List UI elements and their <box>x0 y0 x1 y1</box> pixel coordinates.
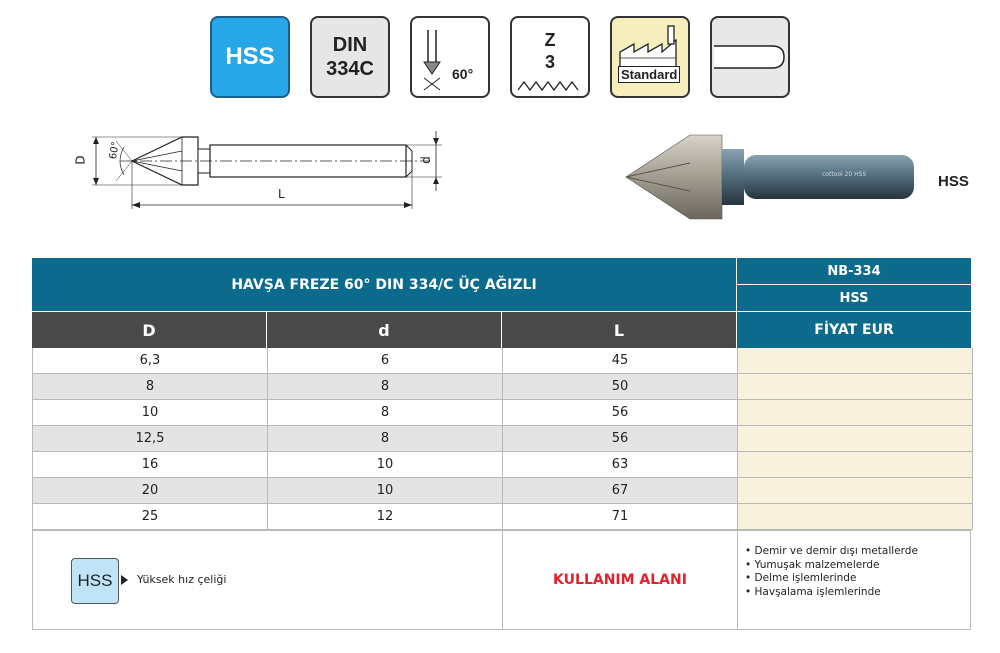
shank-engraving: cottool 20 HSS <box>822 171 867 178</box>
cell-L: 50 <box>503 374 738 399</box>
table-row <box>33 374 972 400</box>
usage-item: • Delme işlemlerinde <box>745 572 918 586</box>
standard-factory-icon <box>610 16 690 98</box>
cell-price <box>738 452 972 477</box>
countersink-angle-icon <box>410 16 490 98</box>
usage-area-title: KULLANIM ALANI <box>553 572 687 588</box>
cell-D: 25 <box>33 504 268 529</box>
cell-L: 71 <box>503 504 738 529</box>
hss-badge-label: HSS <box>225 43 275 70</box>
cell-d: 8 <box>268 400 503 425</box>
table-footer <box>32 530 971 630</box>
table-row <box>33 452 972 478</box>
column-header-d: d <box>267 312 501 348</box>
cell-d: 8 <box>268 374 503 399</box>
dim-d-label: d <box>418 156 433 164</box>
dim-angle-label: 60° <box>107 140 122 161</box>
cell-L: 63 <box>503 452 738 477</box>
cell-price <box>738 478 972 503</box>
hss-description: Yüksek hız çeliği <box>137 573 227 586</box>
table-title: HAVŞA FREZE 60° DIN 334/C ÜÇ AĞIZLI <box>32 258 736 311</box>
din-norm-icon <box>310 16 390 98</box>
cell-price <box>738 400 972 425</box>
table-row <box>33 478 972 504</box>
table-row <box>33 426 972 452</box>
cell-L: 56 <box>503 426 738 451</box>
table-row <box>33 400 972 426</box>
usage-list <box>745 545 918 599</box>
dim-D-label: D <box>73 155 88 165</box>
product-material: HSS <box>737 285 971 311</box>
flute-count-icon <box>510 16 590 98</box>
cell-D: 20 <box>33 478 268 503</box>
dim-L-label: L <box>278 187 285 201</box>
column-header-L: L <box>502 312 736 348</box>
cell-price <box>738 374 972 399</box>
z-label: Z <box>544 30 556 50</box>
cell-price <box>738 348 972 373</box>
photo-material-label: HSS <box>938 173 969 190</box>
cell-d: 8 <box>268 426 503 451</box>
technical-drawing <box>70 125 450 219</box>
cell-D: 10 <box>33 400 268 425</box>
product-photo <box>620 125 920 224</box>
cell-d: 6 <box>268 348 503 373</box>
cell-D: 16 <box>33 452 268 477</box>
cell-D: 12,5 <box>33 426 268 451</box>
product-table <box>32 258 971 630</box>
footer-divider <box>737 531 738 629</box>
din-number: 334C <box>326 58 374 80</box>
cell-L: 56 <box>503 400 738 425</box>
angle-badge-label: 60° <box>452 66 474 82</box>
table-body <box>32 348 973 530</box>
usage-item: • Yumuşak malzemelerde <box>745 559 918 573</box>
cell-price <box>738 504 972 529</box>
standard-label: Standard <box>618 66 680 83</box>
din-label: DIN <box>332 34 368 56</box>
table-row <box>33 504 972 530</box>
column-header-D: D <box>32 312 266 348</box>
z-value: 3 <box>544 52 555 72</box>
cell-L: 67 <box>503 478 738 503</box>
arrow-right-icon <box>121 575 128 585</box>
cell-d: 10 <box>268 478 503 503</box>
cell-D: 6,3 <box>33 348 268 373</box>
cell-d: 10 <box>268 452 503 477</box>
cylindrical-shank-icon <box>710 16 790 98</box>
usage-item: • Demir ve demir dışı metallerde <box>745 545 918 559</box>
hss-legend-icon: HSS <box>71 558 119 604</box>
table-row <box>33 348 972 374</box>
usage-item: • Havşalama işlemlerinde <box>745 586 918 600</box>
hss-material-icon <box>210 16 290 98</box>
column-header-price: FİYAT EUR <box>737 312 971 348</box>
product-code: NB-334 <box>737 258 971 284</box>
cell-D: 8 <box>33 374 268 399</box>
cell-L: 45 <box>503 348 738 373</box>
cell-price <box>738 426 972 451</box>
cell-d: 12 <box>268 504 503 529</box>
